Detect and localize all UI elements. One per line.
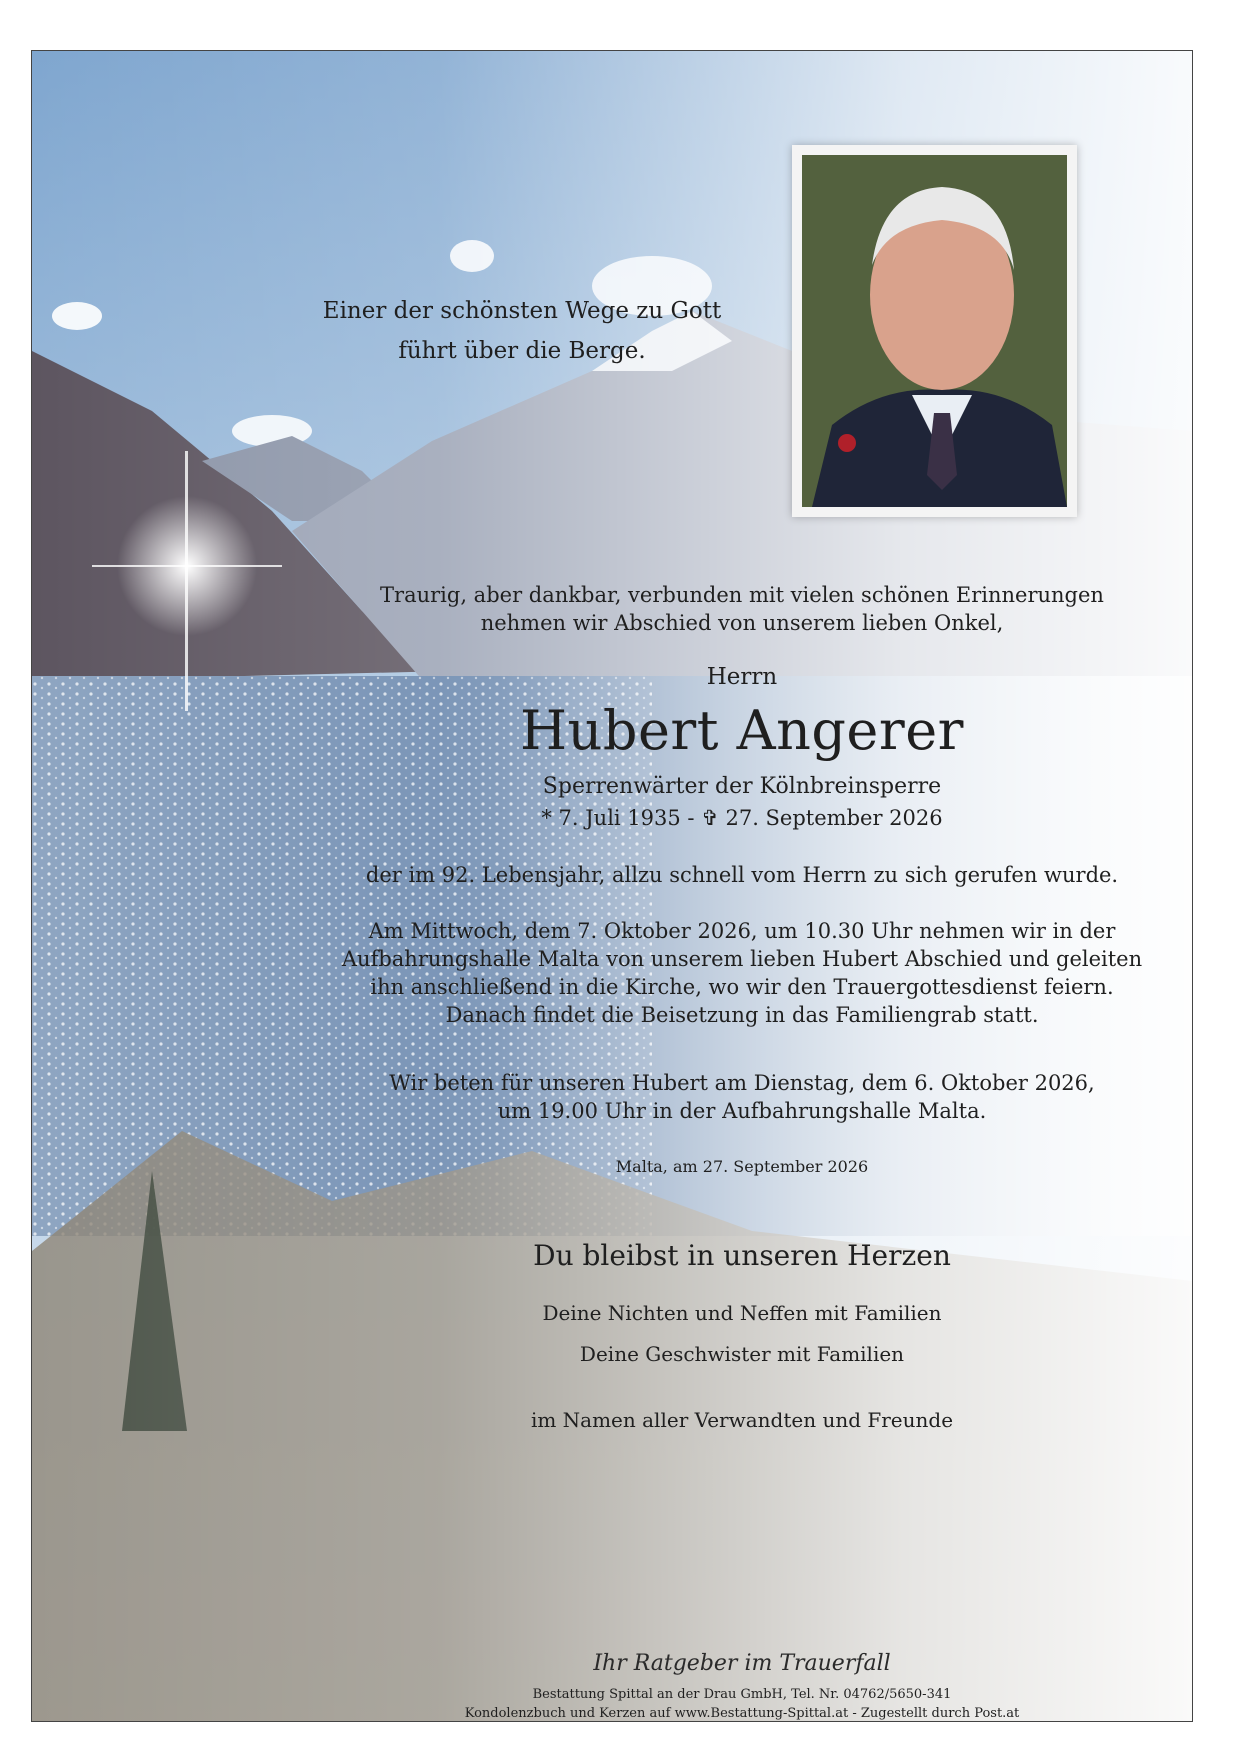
motto (312, 291, 732, 371)
portrait-image (802, 155, 1067, 507)
salutation: Herrn (706, 664, 778, 690)
deceased-occupation: Sperrenwärter der Kölnbreinsperre (542, 774, 942, 799)
paragraph-line: Wir beten für unseren Hubert am Dienstag, dem 6. Oktober 2026, (389, 1071, 1095, 1095)
closing-line: Du bleibst in unseren Herzen (533, 1239, 951, 1272)
condolence-info: Kondolenzbuch und Kerzen auf www.Bestattung-Spittal.at - Zugestellt durch Post.at (464, 1706, 1020, 1721)
family-line: im Namen aller Verwandten und Freunde (530, 1408, 954, 1432)
motto-line: Einer der schönsten Wege zu Gott (322, 298, 722, 324)
portrait-photo (792, 145, 1077, 517)
place-date: Malta, am 27. September 2026 (615, 1157, 869, 1176)
funeral-home-contact: Bestattung Spittal an der Drau GmbH, Tel. Nr. 04762/5650-341 (532, 1687, 952, 1702)
intro-line: Traurig, aber dankbar, verbunden mit vielen schönen Erinnerungen (380, 583, 1104, 607)
paragraph-line: Danach findet die Beisetzung in das Familiengrab statt. (445, 1003, 1039, 1027)
funeral-home-slogan: Ihr Ratgeber im Trauerfall (593, 1651, 891, 1676)
motto-line: führt über die Berge. (398, 338, 646, 364)
paragraph-line: ihn anschließend in die Kirche, wo wir den Trauergottesdienst feiern. (370, 975, 1114, 999)
family-line: Deine Geschwister mit Familien (579, 1342, 905, 1366)
obituary-card (31, 50, 1193, 1722)
intro-text (322, 581, 1162, 637)
deceased-name: Hubert Angerer (520, 699, 964, 762)
prayer-paragraph (322, 1069, 1162, 1125)
intro-line: nehmen wir Abschied von unserem lieben Onkel, (480, 611, 1004, 635)
life-dates: * 7. Juli 1935 - ✞ 27. September 2026 (541, 806, 943, 830)
family-line: Deine Nichten und Neffen mit Familien (542, 1301, 942, 1325)
paragraph-line: Aufbahrungshalle Malta von unserem lieben Hubert Abschied und geleiten (341, 947, 1143, 971)
farewell-paragraph (322, 917, 1162, 1029)
paragraph-line: um 19.00 Uhr in der Aufbahrungshalle Malta. (497, 1099, 987, 1123)
age-line: der im 92. Lebensjahr, allzu schnell vom Herrn zu sich gerufen wurde. (365, 863, 1119, 887)
paragraph-line: Am Mittwoch, dem 7. Oktober 2026, um 10.30 Uhr nehmen wir in der (368, 919, 1116, 943)
